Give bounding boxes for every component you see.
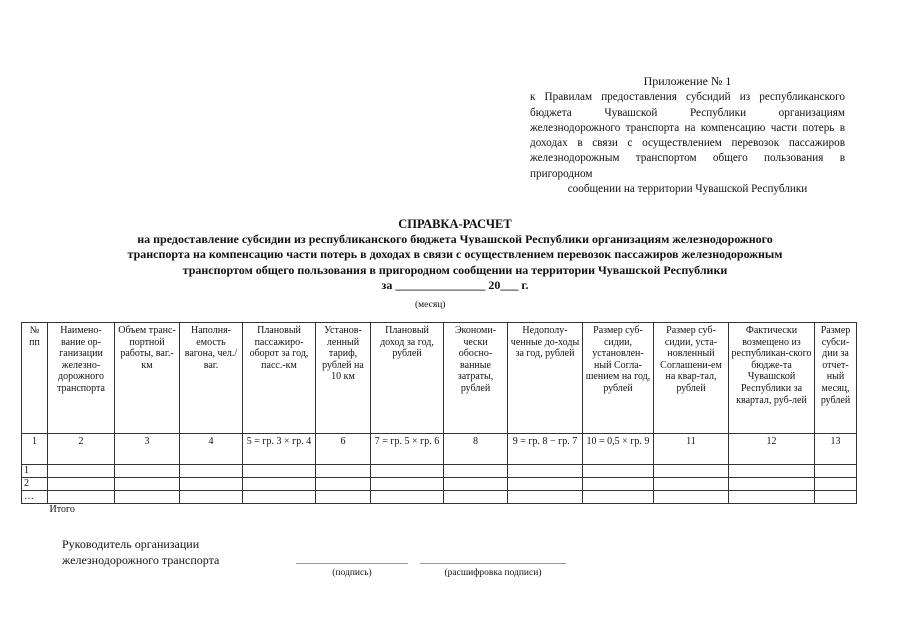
- table-cell[interactable]: [371, 465, 444, 478]
- table-cell: [316, 504, 371, 517]
- table-cell[interactable]: [243, 491, 316, 504]
- table-cell[interactable]: [48, 491, 115, 504]
- table-cell[interactable]: [48, 478, 115, 491]
- table-cell[interactable]: [48, 465, 115, 478]
- table-cell[interactable]: [654, 491, 729, 504]
- table-cell[interactable]: [729, 465, 815, 478]
- table-cell[interactable]: [583, 478, 654, 491]
- table-cell[interactable]: [180, 491, 243, 504]
- col-header-reimbursed: Фактически возмещено из республикан-ского бюдже-та Чувашской Республики за квартал, руб-лей: [729, 323, 815, 434]
- signature-decode-caption: (расшифровка подписи): [444, 568, 542, 578]
- table-cell[interactable]: [243, 465, 316, 478]
- table-cell: [444, 504, 508, 517]
- col-header-occupancy: Наполня-емость вагона, чел./ваг.: [180, 323, 243, 434]
- table-cell[interactable]: [371, 478, 444, 491]
- table-cell[interactable]: [508, 491, 583, 504]
- signer-position-line-2: железнодорожного транспорта: [62, 553, 220, 567]
- col-number: 7 = гр. 5 × гр. 6: [371, 434, 444, 465]
- table-cell[interactable]: [815, 491, 857, 504]
- col-number: 2: [48, 434, 115, 465]
- signature-line[interactable]: [296, 563, 408, 564]
- col-number: 6: [316, 434, 371, 465]
- calculation-table: [21, 322, 857, 516]
- table-cell[interactable]: [444, 465, 508, 478]
- table-cell[interactable]: [180, 465, 243, 478]
- col-header-organization: Наимено-вание ор-ганизации железно-дорожного транспорта: [48, 323, 115, 434]
- table-cell[interactable]: [815, 465, 857, 478]
- form-subtitle-line-2: транспорта на компенсацию части потерь в доходах в связи с осуществлением перевозок пассажиров железнодорожным: [127, 247, 783, 262]
- table-cell[interactable]: [654, 478, 729, 491]
- form-subtitle-line-1: на предоставление субсидии из республиканского бюджета Чувашской Республики организациям железнодорожного: [137, 232, 773, 247]
- col-header-costs: Экономи-чески обосно-ванные затраты, рублей: [444, 323, 508, 434]
- table-cell[interactable]: [115, 465, 180, 478]
- signer-position-line-1: Руководитель организации: [62, 537, 200, 551]
- appendix-last-line: сообщении на территории Чувашской Республики: [567, 183, 808, 196]
- col-number: 1: [22, 434, 48, 465]
- table-cell[interactable]: [729, 491, 815, 504]
- col-number: 5 = гр. 3 × гр. 4: [243, 434, 316, 465]
- table-cell[interactable]: [316, 465, 371, 478]
- col-header-subsidy-quarter: Размер суб-сидии, уста-новленный Соглашени-ем на квар-тал, рублей: [654, 323, 729, 434]
- col-header-number: № пп: [22, 323, 48, 434]
- form-heading: [60, 217, 850, 293]
- col-number: 8: [444, 434, 508, 465]
- table-cell[interactable]: [815, 478, 857, 491]
- col-number: 12: [729, 434, 815, 465]
- col-number: 13: [815, 434, 857, 465]
- col-header-lost-income: Недополу-ченные до-ходы за год, рублей: [508, 323, 583, 434]
- col-number: 4: [180, 434, 243, 465]
- table-cell[interactable]: [583, 491, 654, 504]
- table-row: [22, 478, 857, 491]
- table-cell: [508, 504, 583, 517]
- col-number: 3: [115, 434, 180, 465]
- col-header-transport-volume: Объем транс-портной работы, ваг.-км: [115, 323, 180, 434]
- table-cell: [654, 504, 729, 517]
- col-header-subsidy-month: Размер субси-дии за отчет-ный месяц, рублей: [815, 323, 857, 434]
- month-caption: (месяц): [415, 300, 446, 310]
- table-cell[interactable]: [371, 491, 444, 504]
- table-cell: [371, 504, 444, 517]
- table-cell: [180, 504, 243, 517]
- table-cell[interactable]: [180, 478, 243, 491]
- form-period-line: за _______________ 20___ г.: [381, 277, 529, 292]
- table-cell[interactable]: [316, 491, 371, 504]
- col-header-passenger-turnover: Плановый пассажиро-оборот за год, пасс.-км: [243, 323, 316, 434]
- table-cell[interactable]: [444, 491, 508, 504]
- total-blank-cell: [22, 504, 48, 517]
- table-cell[interactable]: [508, 465, 583, 478]
- table-cell: [243, 504, 316, 517]
- row-number: 1: [22, 465, 48, 478]
- appendix-text: к Правилам предоставления субсидий из республиканского бюджета Чувашской Республики организациям железнодорожного транспорта на компенсацию части потерь в доходах в связи с осуществлением перевозок пассажиров железнодорожным транспортом общего пользования в пригородном: [530, 91, 845, 180]
- table-cell: [729, 504, 815, 517]
- col-header-subsidy-year: Размер суб-сидии, установлен-ный Согла-шением на год, рублей: [583, 323, 654, 434]
- column-number-row: [22, 434, 857, 465]
- table-cell[interactable]: [508, 478, 583, 491]
- form-subtitle-line-3: транспортом общего пользования в пригородном сообщении на территории Чувашской Республики: [182, 262, 728, 277]
- col-number: 10 = 0,5 × гр. 9: [583, 434, 654, 465]
- table-row: [22, 465, 857, 478]
- row-number: …: [22, 491, 48, 504]
- total-row: [22, 504, 857, 517]
- table-cell[interactable]: [243, 478, 316, 491]
- col-header-planned-income: Плановый доход за год, рублей: [371, 323, 444, 434]
- appendix-title: Приложение № 1: [643, 74, 732, 88]
- table-cell: [115, 504, 180, 517]
- form-title: СПРАВКА-РАСЧЕТ: [398, 217, 512, 231]
- table-cell[interactable]: [654, 465, 729, 478]
- appendix-block: [530, 74, 845, 197]
- table-cell[interactable]: [729, 478, 815, 491]
- col-number: 11: [654, 434, 729, 465]
- total-label: Итого: [48, 504, 115, 517]
- col-header-tariff: Установ-ленный тариф, рублей на 10 км: [316, 323, 371, 434]
- table-cell[interactable]: [115, 491, 180, 504]
- signer-block: [62, 536, 219, 568]
- table-cell[interactable]: [115, 478, 180, 491]
- signature-caption: (подпись): [332, 568, 372, 578]
- table-cell: [583, 504, 654, 517]
- col-number: 9 = гр. 8 − гр. 7: [508, 434, 583, 465]
- signature-decode-line[interactable]: [420, 563, 566, 564]
- table-cell[interactable]: [316, 478, 371, 491]
- table-cell[interactable]: [444, 478, 508, 491]
- header-row: [22, 323, 857, 434]
- table-cell[interactable]: [583, 465, 654, 478]
- row-number: 2: [22, 478, 48, 491]
- table-row: [22, 491, 857, 504]
- table-cell: [815, 504, 857, 517]
